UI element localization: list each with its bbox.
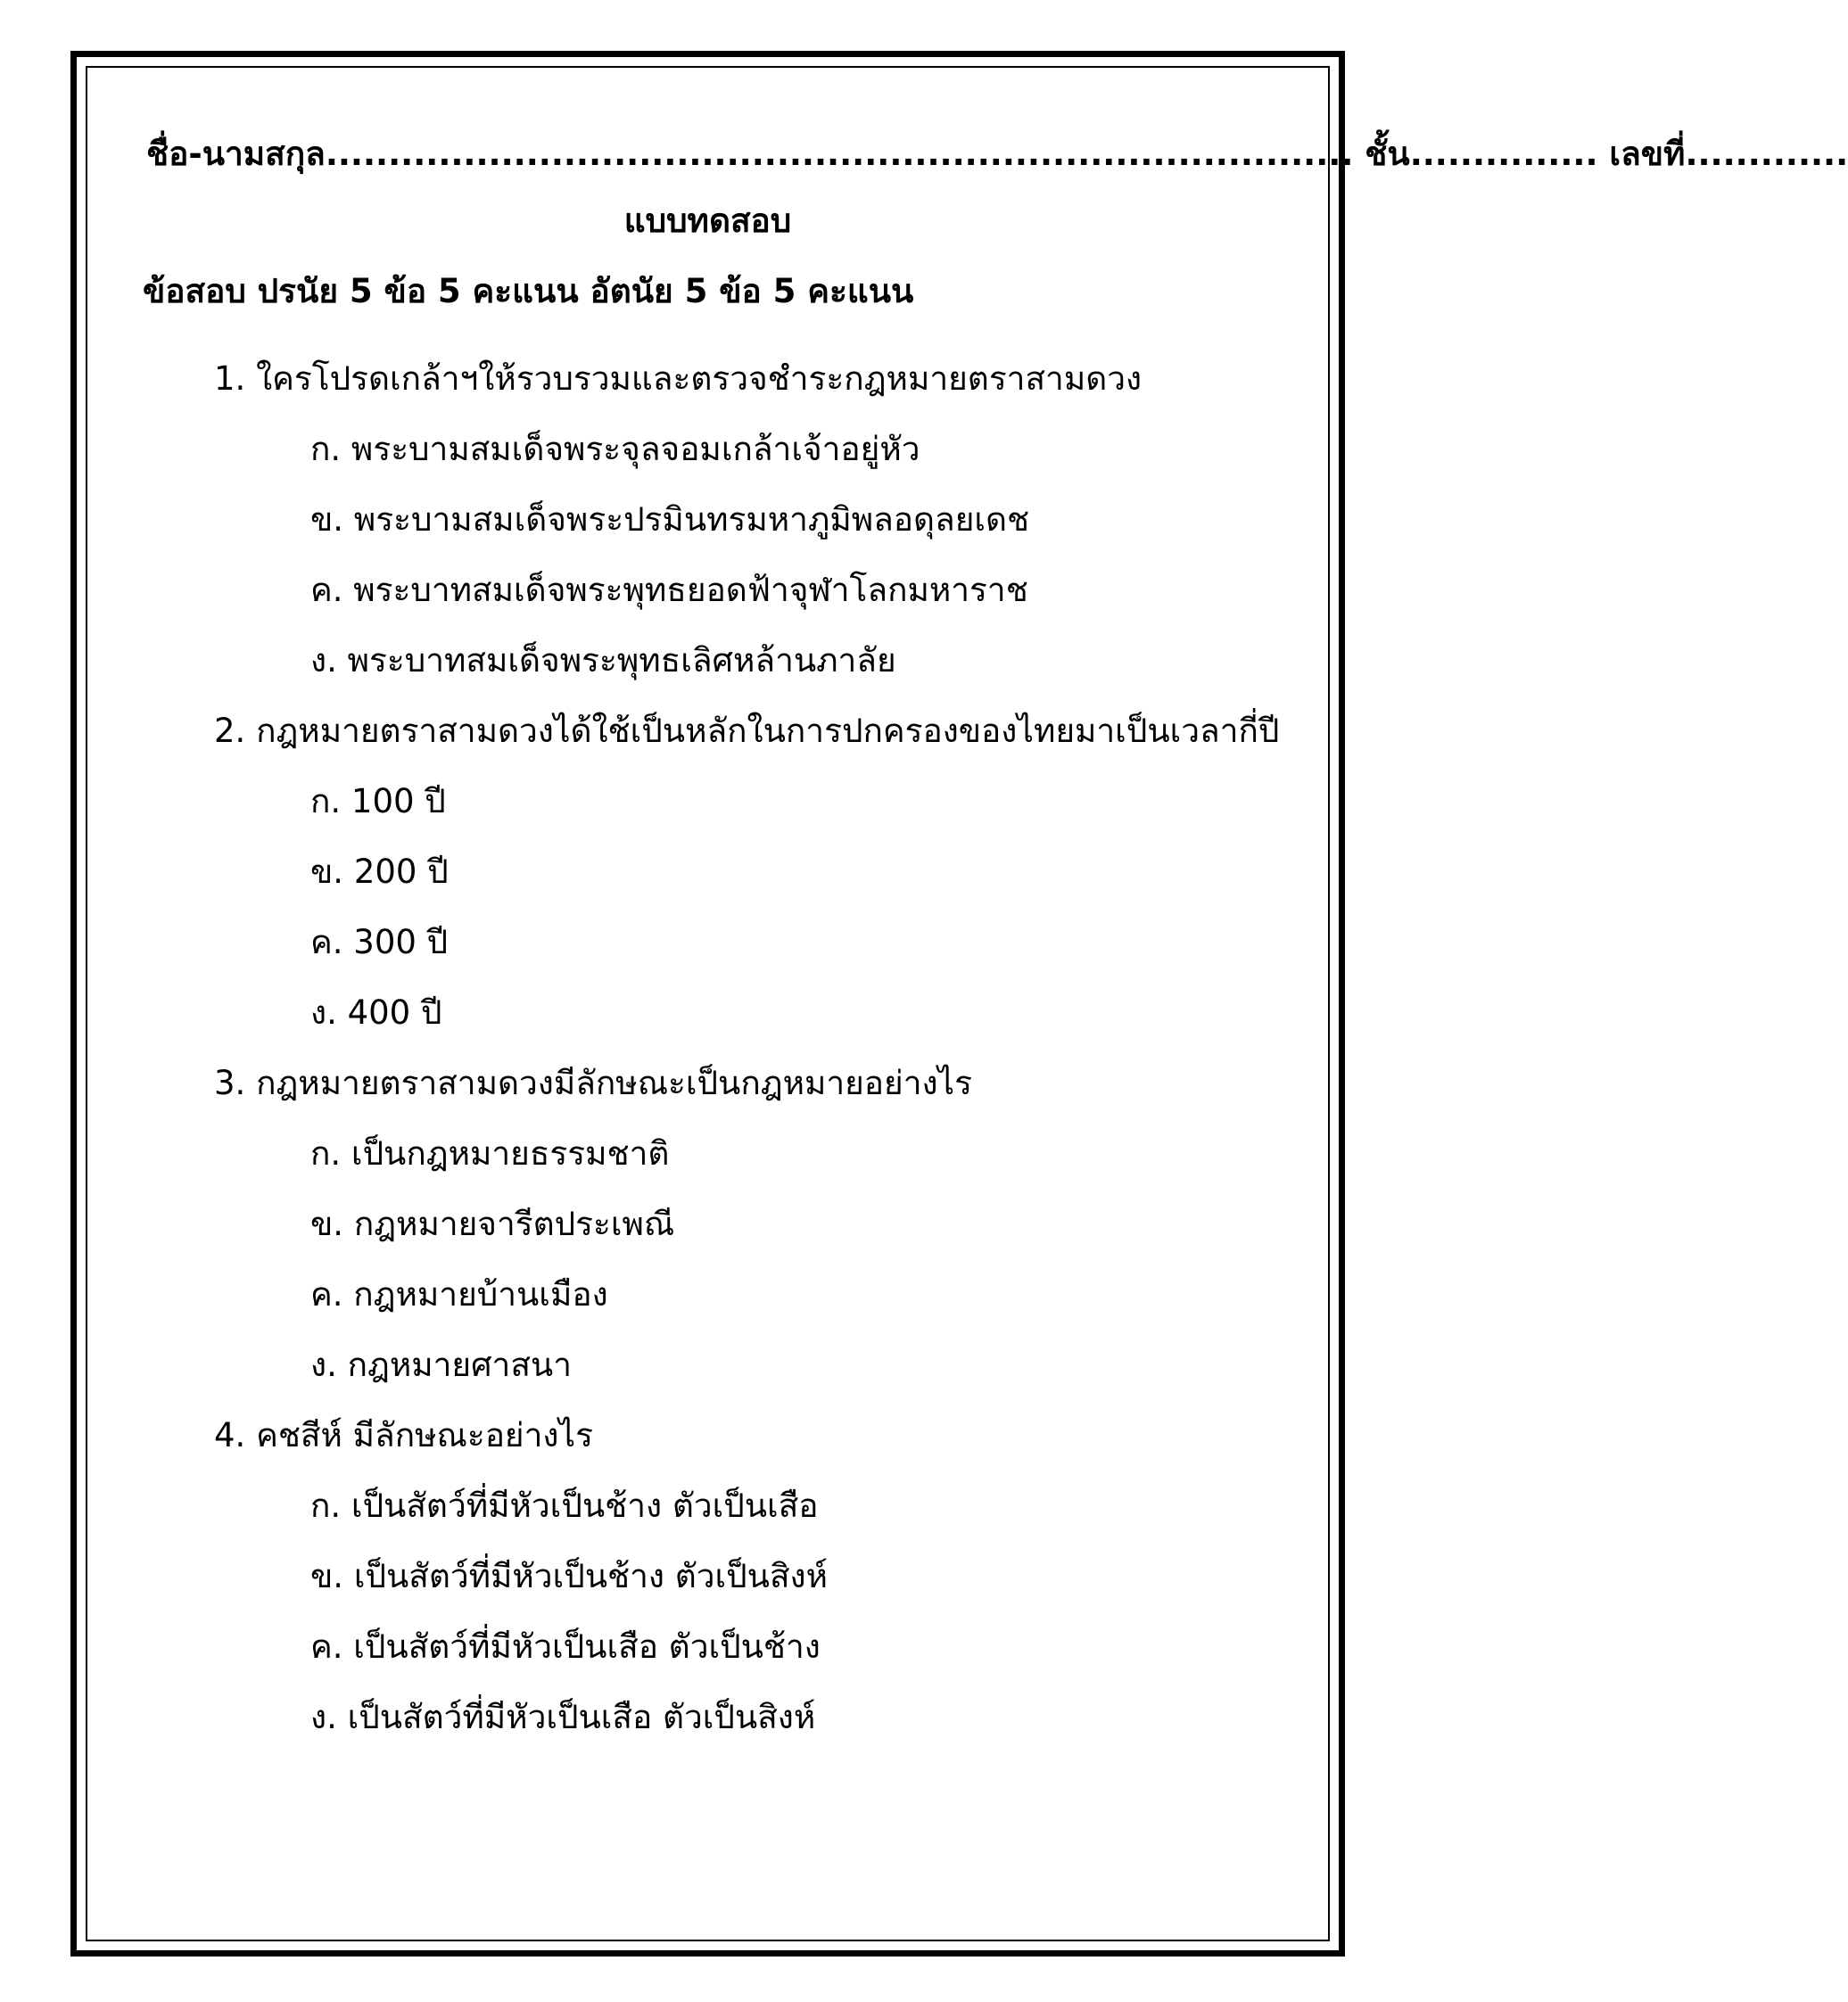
question-3-choice-b[interactable]: ข. กฎหมายจารีตประเพณี [310,1205,675,1243]
name-blank[interactable]: .................................................................................. [325,135,1354,173]
question-3: 3. กฎหมายตราสามดวงมีลักษณะเป็นกฎหมายอย่างไร [214,1064,973,1102]
question-3-choice-a[interactable]: ก. เป็นกฎหมายธรรมชาติ [310,1134,670,1173]
test-instructions: ข้อสอบ ปรนัย 5 ข้อ 5 คะแนน อัตนัย 5 ข้อ 5 คะแนน [143,272,914,310]
number-label: เลขที่ [1609,135,1686,173]
question-1-choice-b[interactable]: ข. พระบามสมเด็จพระปรมินทรมหาภูมิพลอดุลยเดช [310,500,1030,539]
question-4-choice-c[interactable]: ค. เป็นสัตว์ที่มีหัวเป็นเสือ ตัวเป็นช้าง [310,1627,821,1666]
question-4-choice-a[interactable]: ก. เป็นสัตว์ที่มีหัวเป็นช้าง ตัวเป็นเสือ [310,1487,819,1525]
question-3-choice-d[interactable]: ง. กฎหมายศาสนา [310,1346,572,1384]
question-4-choice-b[interactable]: ข. เป็นสัตว์ที่มีหัวเป็นช้าง ตัวเป็นสิงห์ [310,1557,828,1595]
question-1-choice-a[interactable]: ก. พระบามสมเด็จพระจุลจอมเกล้าเจ้าอยู่หัว [310,430,920,468]
question-2-choice-a[interactable]: ก. 100 ปี [310,782,446,820]
student-info-line [146,132,1848,177]
question-4: 4. คชสีห์ มีลักษณะอย่างไร [214,1416,593,1454]
page-title: แบบทดสอบ [623,202,792,240]
question-3-choice-c[interactable]: ค. กฎหมายบ้านเมือง [310,1275,608,1314]
question-4-choice-d[interactable]: ง. เป็นสัตว์ที่มีหัวเป็นเสือ ตัวเป็นสิงห์ [310,1698,816,1736]
question-2-choice-b[interactable]: ข. 200 ปี [310,853,449,891]
class-blank[interactable]: ............... [1409,135,1598,173]
question-1-choice-d[interactable]: ง. พระบาทสมเด็จพระพุทธเลิศหล้านภาลัย [310,641,896,680]
name-label: ชื่อ-นามสกุล [146,135,326,173]
number-blank[interactable]: ............. [1685,135,1848,173]
question-1-choice-c[interactable]: ค. พระบาทสมเด็จพระพุทธยอดฟ้าจุฬาโลกมหาราช [310,571,1028,609]
question-2: 2. กฎหมายตราสามดวงได้ใช้เป็นหลักในการปกครองของไทยมาเป็นเวลากี่ปี [214,712,1280,750]
question-2-choice-d[interactable]: ง. 400 ปี [310,993,442,1032]
class-label: ชั้น [1365,135,1410,173]
question-1: 1. ใครโปรดเกล้าฯให้รวบรวมและตรวจชำระกฎหมายตราสามดวง [214,359,1143,398]
question-2-choice-c[interactable]: ค. 300 ปี [310,923,449,961]
